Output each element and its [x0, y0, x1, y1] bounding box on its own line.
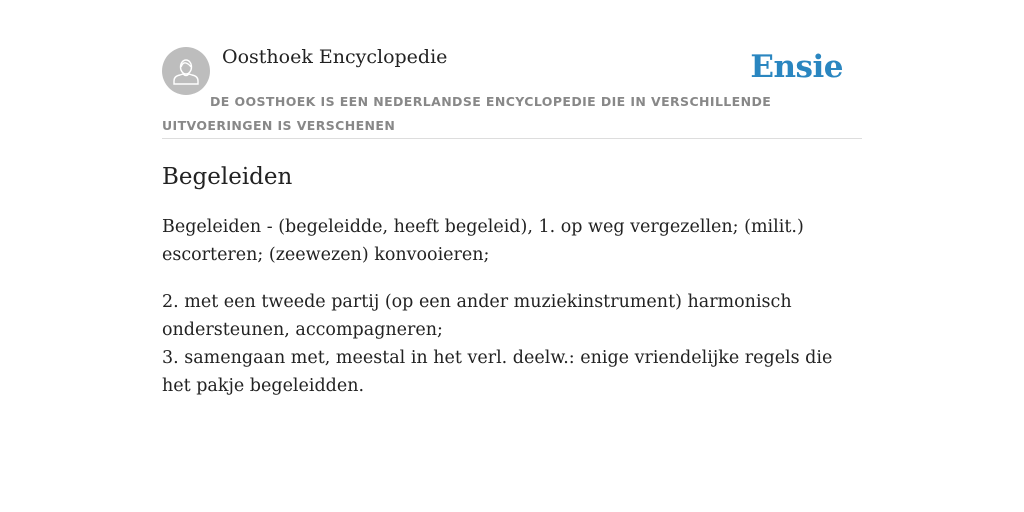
- brand-logo[interactable]: Ensie: [750, 49, 843, 85]
- entry-body: [162, 213, 862, 400]
- page-container: [162, 46, 862, 419]
- entry-paragraph: Begeleiden - (begeleidde, heeft begeleid), 1. op weg vergezellen; (milit.) escorteren; (zeewezen) konvooieren;: [162, 217, 804, 265]
- entry-paragraph: 2. met een tweede partij (op een ander muziekinstrument) harmonisch ondersteunen, accompagneren;: [162, 292, 792, 340]
- avatar[interactable]: [162, 47, 210, 95]
- source-header: [162, 46, 862, 139]
- entry-title: Begeleiden: [162, 164, 293, 190]
- source-title[interactable]: Oosthoek Encyclopedie: [222, 46, 448, 68]
- user-icon: [162, 47, 210, 95]
- source-tagline: DE OOSTHOEK IS EEN NEDERLANDSE ENCYCLOPEDIE DIE IN VERSCHILLENDE UITVOERINGEN IS VERSCHENEN: [162, 94, 772, 133]
- entry-paragraph: 3. samengaan met, meestal in het verl. deelw.: enige vriendelijke regels die het pakje begeleidden.: [162, 348, 833, 396]
